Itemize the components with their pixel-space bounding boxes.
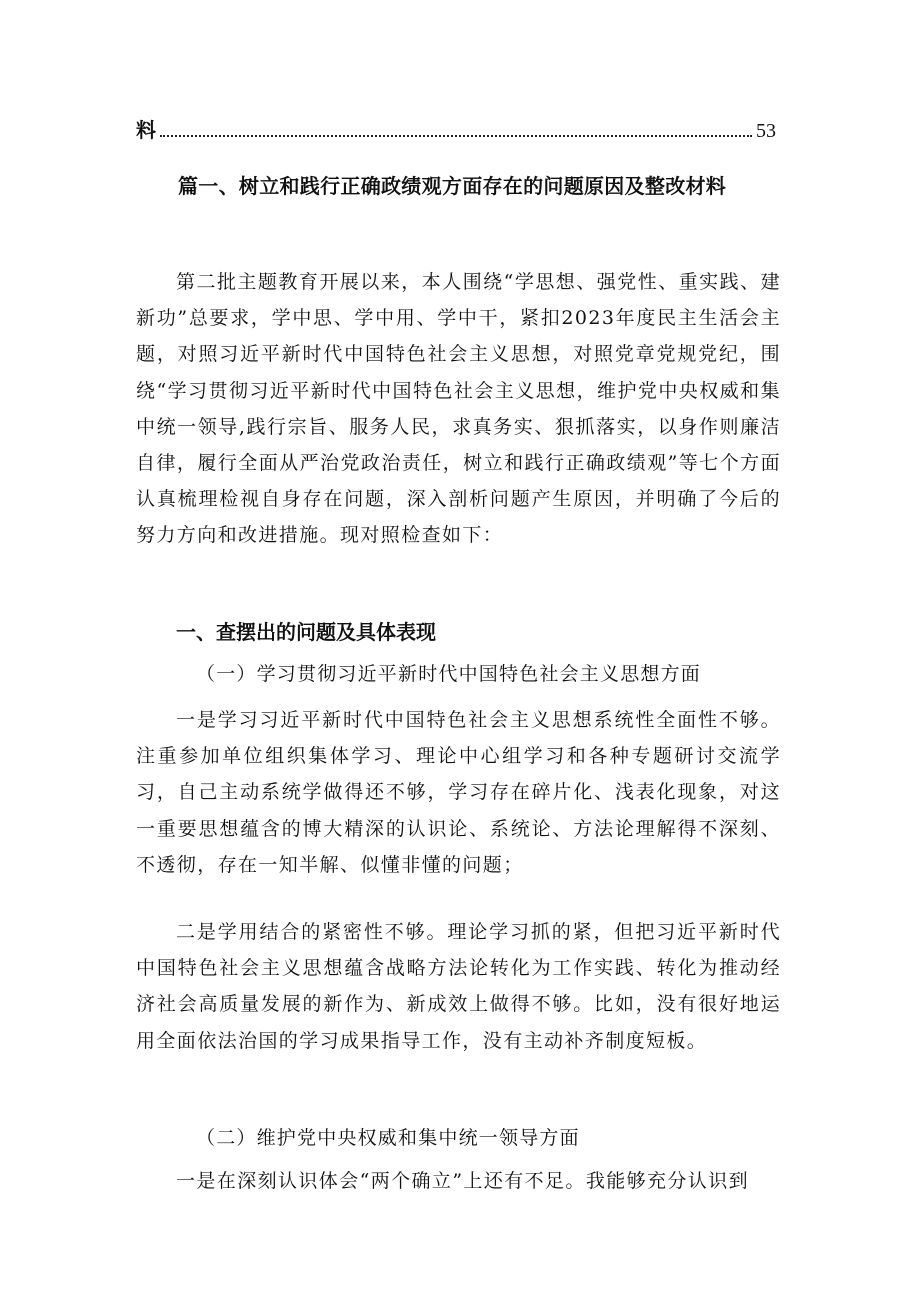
subsection-heading-1: （一）学习贯彻习近平新时代中国特色社会主义思想方面	[196, 663, 702, 685]
document-title: 篇一、树立和践行正确政绩观方面存在的问题原因及整改材料	[178, 174, 727, 198]
subsection-2-paragraph-1: 一是在深刻认识体会“两个确立”上还有不足。我能够充分认识到	[176, 1170, 750, 1192]
subsection-1-paragraph-1: 一是学习习近平新时代中国特色社会主义思想系统性全面性不够。注重参加单位组织集体学习、理论中心组学习和各种专题研讨交流学习，自己主动系统学做得还不够，学习存在碎片化、浅表化现象，对这一重要思想蕴含的博大精深的认识论、系统论、方法论理解得不深刻、不透彻，存在一知半解、似懂非懂的问题；	[136, 709, 781, 876]
subsection-1-paragraph-2: 二是学用结合的紧密性不够。理论学习抓的紧，但把习近平新时代中国特色社会主义思想蕴含战略方法论转化为工作实践、转化为推动经济社会高质量发展的新作为、新成效上做得不够。比如，没有很好地运用全面依法治国的学习成果指导工作，没有主动补齐制度短板。	[136, 921, 781, 1052]
intro-paragraph: 第二批主题教育开展以来，本人围绕“学思想、强党性、重实践、建新功”总要求，学中思、学中用、学中干，紧扣2023年度民主生活会主题，对照习近平新时代中国特色社会主义思想，对照党章党规党纪，围绕“学习贯彻习近平新时代中国特色社会主义思想，维护党中央权威和集中统一领导,践行宗旨、服务人民，求真务实、狠抓落实，以身作则廉洁自律，履行全面从严治党政治责任，树立和践行正确政绩观”等七个方面认真梳理检视自身存在问题，深入剖析问题产生原因，并明确了今后的努力方向和改进措施。现对照检查如下：	[136, 271, 781, 547]
toc-entry	[136, 113, 776, 143]
subsection-heading-2: （二）维护党中央权威和集中统一领导方面	[196, 1127, 580, 1149]
toc-leader-dots	[160, 134, 752, 137]
toc-entry-text: 料	[136, 118, 156, 142]
toc-page-number: 53	[756, 120, 776, 142]
section-heading: 一、查摆出的问题及具体表现	[176, 620, 436, 644]
